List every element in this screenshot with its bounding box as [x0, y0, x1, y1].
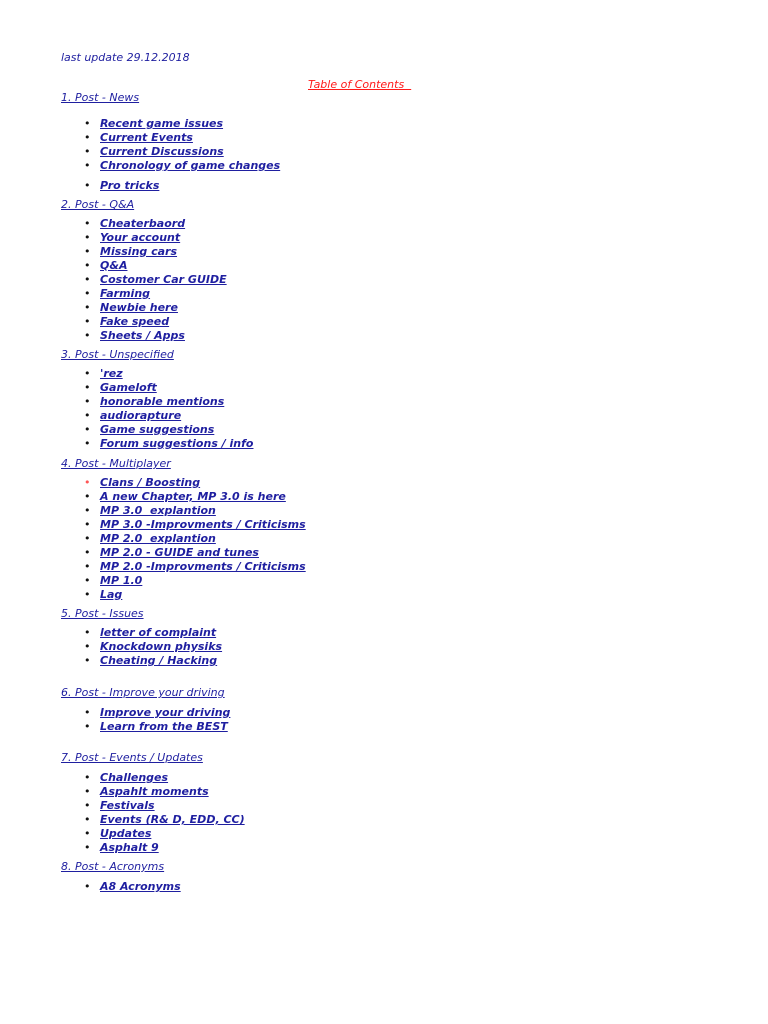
- list-item: [84, 367, 123, 381]
- toc-title: Table of Contents: [308, 78, 412, 91]
- list-item: [84, 409, 181, 423]
- toc-item-link[interactable]: MP 2.0 -Improvments / Criticisms: [100, 560, 306, 573]
- bullet-icon: •: [84, 706, 91, 719]
- bullet-icon: •: [84, 301, 91, 314]
- bullet-icon: •: [84, 131, 91, 144]
- toc-item-link[interactable]: Lag: [100, 588, 123, 601]
- list-item: [84, 245, 177, 259]
- toc-item-link[interactable]: Asphalt 9: [100, 841, 159, 854]
- list-item: [84, 131, 193, 145]
- section-link-multiplayer[interactable]: 4. Post - Multiplayer: [61, 457, 171, 470]
- toc-item-link[interactable]: Sheets / Apps: [100, 329, 185, 342]
- bullet-icon: •: [84, 273, 91, 286]
- list-item: [84, 841, 159, 855]
- bullet-icon: •: [84, 259, 91, 272]
- toc-item-link[interactable]: Cheating / Hacking: [100, 654, 218, 667]
- bullet-icon: •: [84, 640, 91, 653]
- bullet-icon: •: [84, 159, 91, 172]
- bullet-icon: •: [84, 476, 91, 489]
- list-item: [84, 532, 216, 546]
- list-item: [84, 813, 245, 827]
- bullet-icon: •: [84, 799, 91, 812]
- toc-item-link[interactable]: Events (R& D, EDD, CC): [100, 813, 245, 826]
- bullet-icon: •: [84, 367, 91, 380]
- list-item: [84, 273, 227, 287]
- toc-item-link[interactable]: Challenges: [100, 771, 169, 784]
- list-item: [84, 560, 306, 574]
- list-item: [84, 626, 216, 640]
- bullet-icon: •: [84, 423, 91, 436]
- toc-item-link[interactable]: Improve your driving: [100, 706, 231, 719]
- list-item: [84, 574, 142, 588]
- section-link-issues[interactable]: 5. Post - Issues: [61, 607, 144, 620]
- list-item: [84, 159, 280, 173]
- bullet-icon: •: [84, 841, 91, 854]
- bullet-icon: •: [84, 490, 91, 503]
- bullet-icon: •: [84, 518, 91, 531]
- list-item: [84, 437, 253, 451]
- toc-item-link[interactable]: Q&A: [100, 259, 128, 272]
- bullet-icon: •: [84, 231, 91, 244]
- list-item: [84, 145, 224, 159]
- list-item: [84, 588, 122, 602]
- list-item: [84, 287, 150, 301]
- bullet-icon: •: [84, 654, 91, 667]
- list-item: [84, 771, 168, 785]
- last-update-text: last update 29.12.2018: [61, 51, 190, 64]
- toc-item-link[interactable]: Clans / Boosting: [100, 476, 201, 489]
- toc-item-link[interactable]: Missing cars: [100, 245, 178, 258]
- list-item: [84, 720, 228, 734]
- toc-item-link[interactable]: MP 1.0: [100, 574, 143, 587]
- toc-item-link[interactable]: MP 3.0 explantion: [100, 504, 216, 517]
- bullet-icon: •: [84, 626, 91, 639]
- toc-item-link[interactable]: honorable mentions: [100, 395, 225, 408]
- list-item: [84, 706, 230, 720]
- section-link-unspecified[interactable]: 3. Post - Unspecified: [61, 348, 174, 361]
- bullet-icon: •: [84, 574, 91, 587]
- list-item: [84, 476, 200, 490]
- toc-item-link[interactable]: Recent game issues: [100, 117, 224, 130]
- list-item: [84, 301, 178, 315]
- toc-item-link[interactable]: Forum suggestions / info: [100, 437, 254, 450]
- bullet-icon: •: [84, 315, 91, 328]
- bullet-icon: •: [84, 287, 91, 300]
- bullet-icon: •: [84, 395, 91, 408]
- toc-item-link[interactable]: Costomer Car GUIDE: [100, 273, 227, 286]
- section-link-events-updates[interactable]: 7. Post - Events / Updates: [61, 751, 203, 764]
- toc-item-link[interactable]: Current Events: [100, 131, 193, 144]
- section-link-qa[interactable]: 2. Post - Q&A: [61, 198, 135, 211]
- list-item: [84, 654, 217, 668]
- bullet-icon: •: [84, 813, 91, 826]
- section-link-news[interactable]: 1. Post - News: [61, 91, 140, 104]
- bullet-icon: •: [84, 785, 91, 798]
- toc-item-link[interactable]: Learn from the BEST: [100, 720, 228, 733]
- toc-item-link[interactable]: 'rez: [100, 367, 123, 380]
- bullet-icon: •: [84, 546, 91, 559]
- toc-item-link[interactable]: Festivals: [100, 799, 155, 812]
- toc-item-link[interactable]: Knockdown physiks: [100, 640, 223, 653]
- bullet-icon: •: [84, 532, 91, 545]
- toc-item-link[interactable]: Pro tricks: [100, 179, 160, 192]
- list-item: [84, 315, 169, 329]
- list-item: [84, 827, 151, 841]
- toc-item-link[interactable]: Farming: [100, 287, 151, 300]
- bullet-icon: •: [84, 880, 91, 893]
- bullet-icon: •: [84, 217, 91, 230]
- toc-item-link[interactable]: Chronology of game changes: [100, 159, 281, 172]
- toc-item-link[interactable]: Current Discussions: [100, 145, 224, 158]
- bullet-icon: •: [84, 145, 91, 158]
- toc-item-link[interactable]: Aspahlt moments: [100, 785, 209, 798]
- bullet-icon: •: [84, 329, 91, 342]
- toc-item-link[interactable]: Your account: [100, 231, 181, 244]
- list-item: [84, 880, 181, 894]
- toc-item-link[interactable]: audiorapture: [100, 409, 182, 422]
- list-item: [84, 179, 159, 193]
- toc-item-link[interactable]: A8 Acronyms: [100, 880, 181, 893]
- list-item: [84, 117, 223, 131]
- toc-item-link[interactable]: Cheaterbaord: [100, 217, 186, 230]
- bullet-icon: •: [84, 504, 91, 517]
- bullet-icon: •: [84, 381, 91, 394]
- list-item: [84, 504, 216, 518]
- list-item: [84, 395, 224, 409]
- toc-item-link[interactable]: Updates: [100, 827, 152, 840]
- list-item: [84, 217, 185, 231]
- list-item: [84, 785, 209, 799]
- bullet-icon: •: [84, 245, 91, 258]
- bullet-icon: •: [84, 771, 91, 784]
- list-item: [84, 799, 155, 813]
- bullet-icon: •: [84, 588, 91, 601]
- toc-item-link[interactable]: MP 2.0 explantion: [100, 532, 216, 545]
- toc-item-link[interactable]: Game suggestions: [100, 423, 215, 436]
- toc-item-link[interactable]: MP 3.0 -Improvments / Criticisms: [100, 518, 306, 531]
- bullet-icon: •: [84, 179, 91, 192]
- bullet-icon: •: [84, 560, 91, 573]
- toc-item-link[interactable]: Gameloft: [100, 381, 157, 394]
- bullet-icon: •: [84, 720, 91, 733]
- toc-item-link[interactable]: letter of complaint: [100, 626, 217, 639]
- bullet-icon: •: [84, 409, 91, 422]
- bullet-icon: •: [84, 117, 91, 130]
- toc-item-link[interactable]: Fake speed: [100, 315, 170, 328]
- toc-item-link[interactable]: MP 2.0 - GUIDE and tunes: [100, 546, 259, 559]
- list-item: [84, 231, 180, 245]
- list-item: [84, 546, 259, 560]
- section-link-improve-driving[interactable]: 6. Post - Improve your driving: [61, 686, 225, 699]
- list-item: [84, 259, 127, 273]
- bullet-icon: •: [84, 827, 91, 840]
- toc-item-link[interactable]: Newbie here: [100, 301, 178, 314]
- section-link-acronyms[interactable]: 8. Post - Acronyms: [61, 860, 165, 873]
- list-item: [84, 490, 286, 504]
- list-item: [84, 423, 214, 437]
- toc-item-link[interactable]: A new Chapter, MP 3.0 is here: [100, 490, 286, 503]
- list-item: [84, 381, 157, 395]
- bullet-icon: •: [84, 437, 91, 450]
- list-item: [84, 640, 222, 654]
- list-item: [84, 329, 185, 343]
- list-item: [84, 518, 306, 532]
